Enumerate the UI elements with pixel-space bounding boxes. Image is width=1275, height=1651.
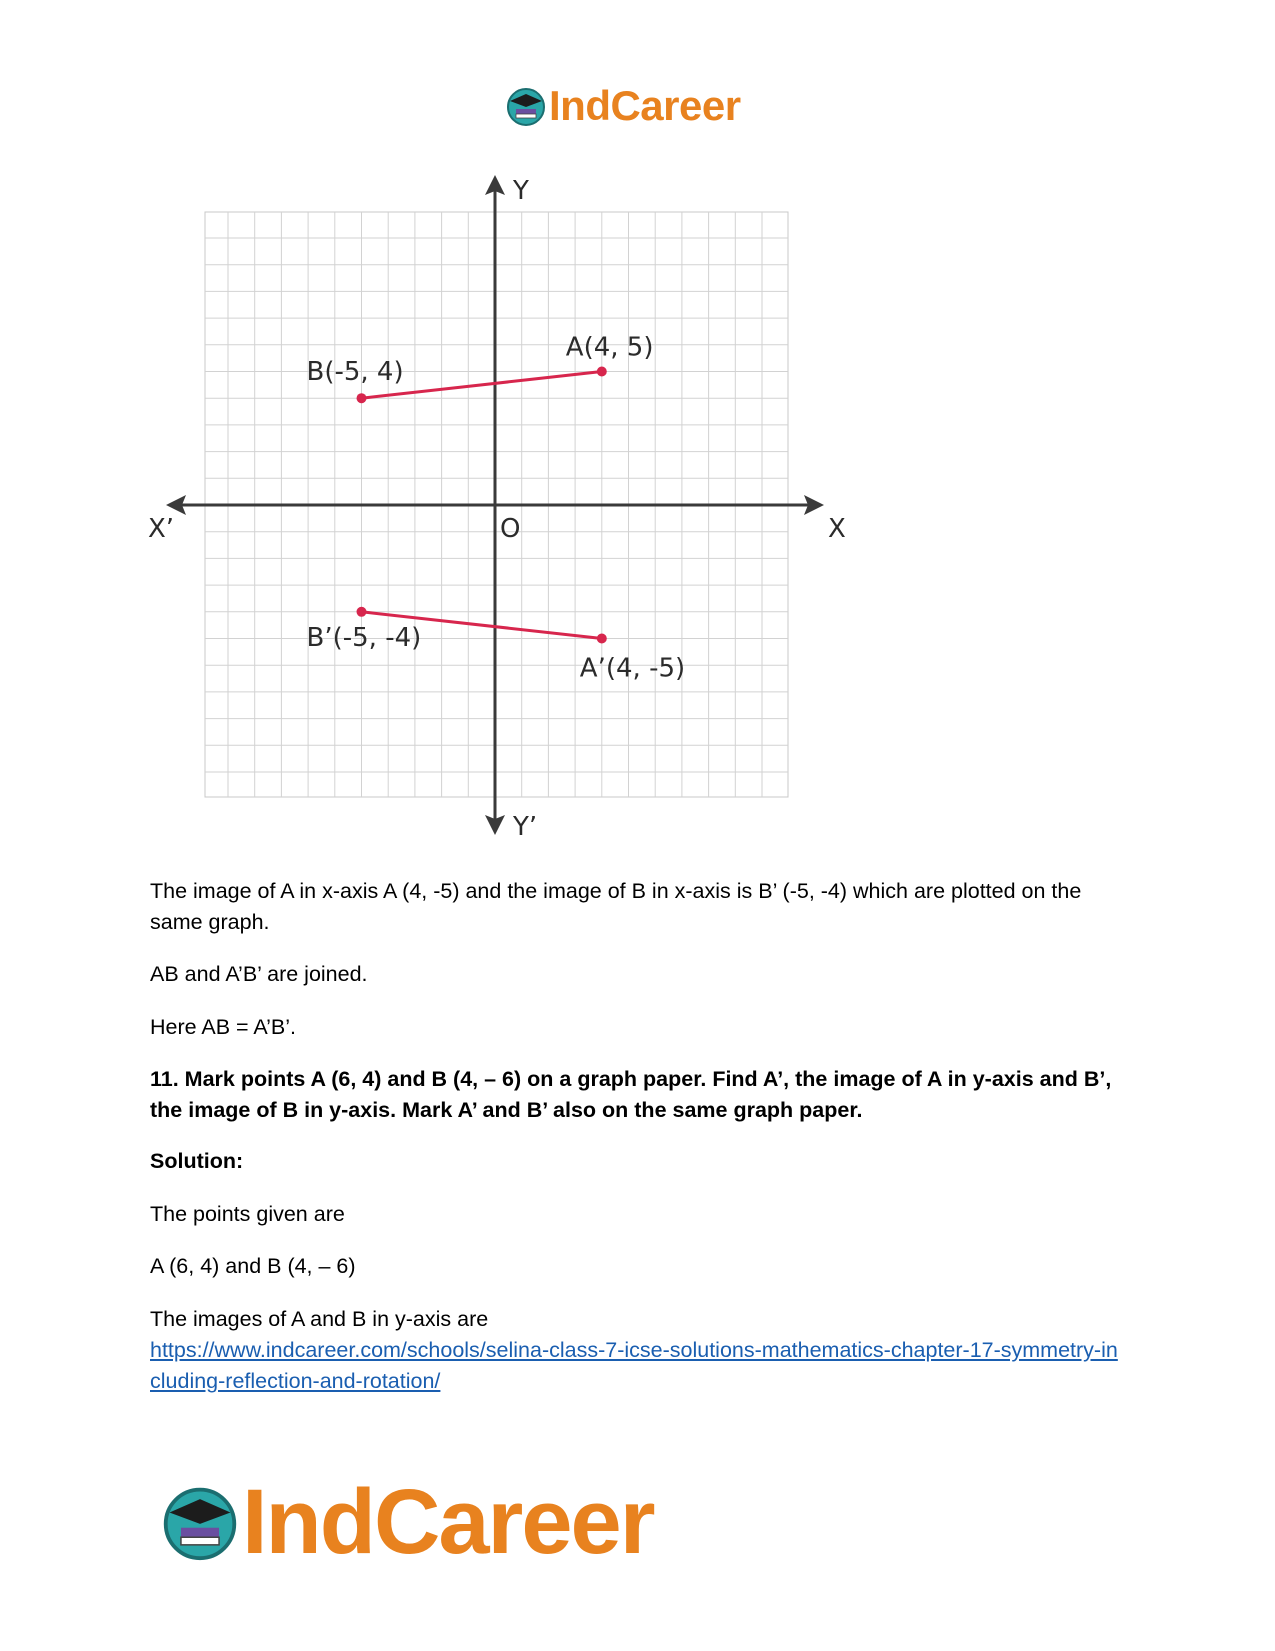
indcareer-logo-top bbox=[505, 80, 741, 132]
point-label-B: B(-5, 4) bbox=[306, 357, 404, 388]
axes bbox=[166, 175, 824, 835]
graduation-globe-icon bbox=[160, 1482, 240, 1562]
point-label-B_prime: B’(-5, -4) bbox=[306, 622, 422, 653]
paragraph-images-text: The images of A and B in y-axis are bbox=[150, 1307, 489, 1331]
paragraph-image-description: The image of A in x-axis A (4, -5) and the image of B in x-axis is B’ (-5, -4) which are plotted on the same graph. bbox=[150, 879, 1082, 934]
x-neg-axis-label: X’ bbox=[148, 514, 175, 544]
paragraph-joined: AB and A’B’ are joined. bbox=[150, 962, 368, 986]
paragraph-equality: Here AB = A’B’. bbox=[150, 1015, 296, 1039]
x-axis-label: X bbox=[828, 514, 846, 544]
coordinate-graph bbox=[140, 175, 900, 895]
paragraph-points: A (6, 4) and B (4, – 6) bbox=[150, 1254, 356, 1278]
question-11: 11. Mark points A (6, 4) and B (4, – 6) on a graph paper. Find A’, the image of A in y-axis and B’, the image of B in y-axis. Mark A’ and B’ also on the same graph paper. bbox=[150, 1067, 1112, 1122]
paragraph-images bbox=[150, 1304, 1125, 1397]
logo-wordmark: IndCareer bbox=[549, 82, 741, 129]
origin-label: O bbox=[500, 514, 521, 544]
point-B bbox=[357, 393, 367, 403]
paragraph-points-given: The points given are bbox=[150, 1202, 345, 1226]
y-neg-axis-label: Y’ bbox=[513, 812, 538, 842]
point-label-A_prime: A’(4, -5) bbox=[579, 653, 686, 684]
point-A_prime bbox=[597, 634, 607, 644]
point-label-A: A(4, 5) bbox=[565, 332, 654, 363]
indcareer-logo-bottom bbox=[160, 1472, 654, 1572]
solution-label: Solution: bbox=[150, 1149, 244, 1173]
point-A bbox=[597, 367, 607, 377]
labels bbox=[148, 176, 846, 842]
graduation-globe-icon bbox=[505, 85, 547, 127]
point-B_prime bbox=[357, 607, 367, 617]
y-axis-label: Y bbox=[513, 176, 529, 206]
logo-wordmark: IndCareer bbox=[242, 1470, 654, 1573]
source-link[interactable]: https://www.indcareer.com/schools/selina-class-7-icse-solutions-mathematics-chapter-17-symmetry-including-reflection-and-rotation/ bbox=[150, 1338, 1118, 1393]
